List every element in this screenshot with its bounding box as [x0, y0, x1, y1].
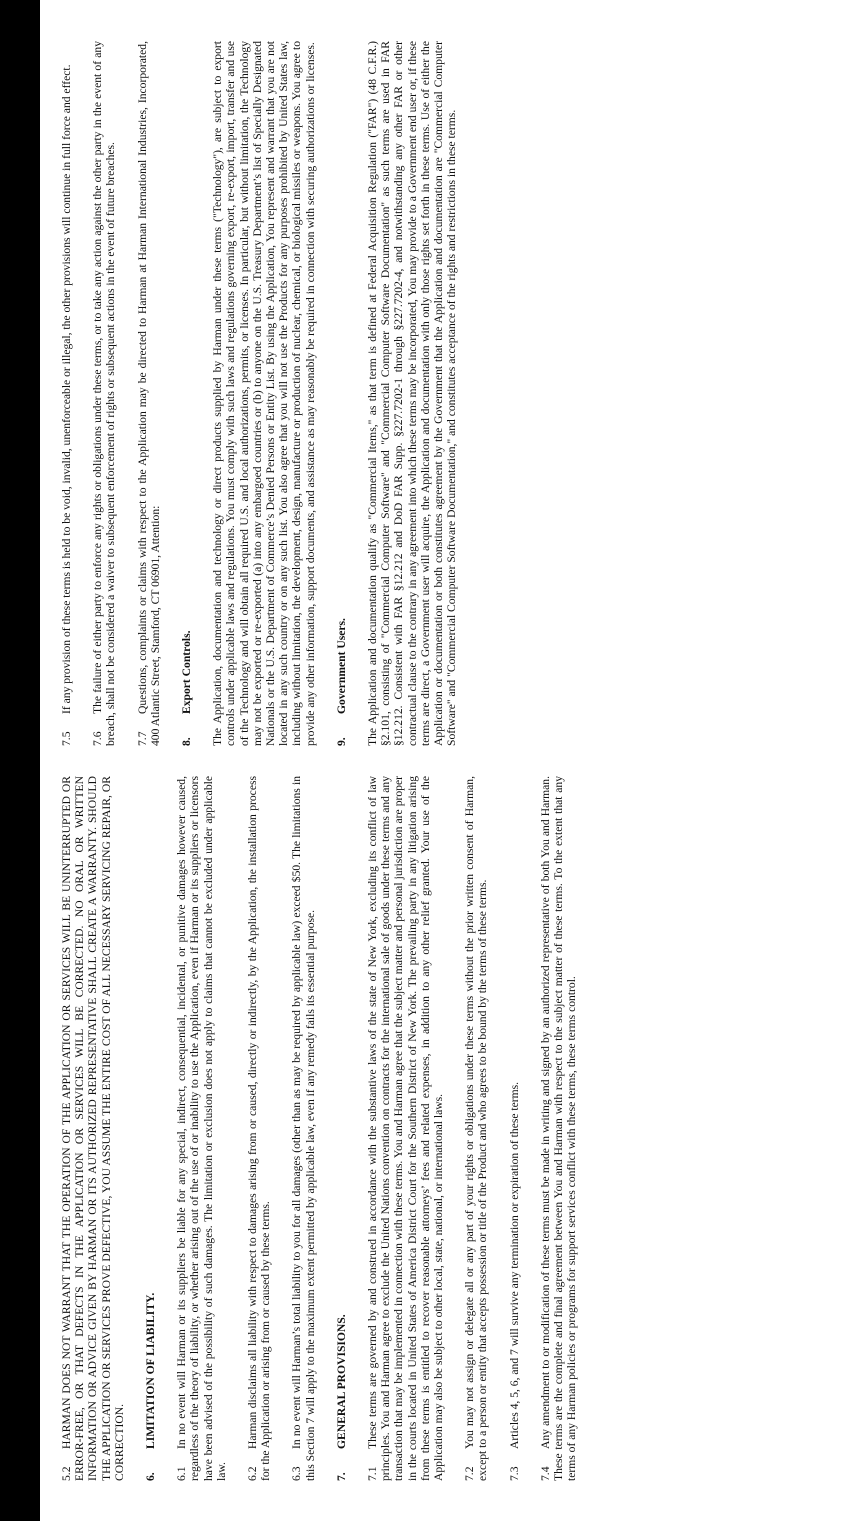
right-column [60, 41, 476, 746]
section-number: 6. [144, 1472, 158, 1481]
left-column [60, 776, 596, 1481]
section-number: 7.7 [135, 731, 149, 746]
section-number: 5.2 [60, 1466, 73, 1481]
section-9-body [366, 41, 458, 746]
section-number: 7.4 [538, 1466, 552, 1481]
section-6-1 [175, 776, 228, 1481]
section-text: HARMAN DOES NOT WARRANT THAT THE OPERATION OF THE APPLICATION OR SERVICES WILL BE UNINTERRUPTED OR ERROR-FREE, OR THAT DEFECTS IN THE APPLICATION OR SERVICES WILL BE CORRECTED. NO ORAL OR WRITTEN INFORMATION OR ADVICE GIVEN BY HARMAN OR ITS AUTHORIZED REPRESENTATIVE SHALL CREATE A WARRANTY. SHOULD THE APPLICATION OR SERVICES PROVE DEFECTIVE, YOU ASSUME THE ENTIRE COST OF ALL NECESSARY SERVICING REPAIR, OR CORRECTION. [60, 776, 126, 1481]
section-5-2 [60, 776, 126, 1481]
section-7-1 [366, 776, 445, 1481]
section-text: You may not assign or delegate all or any part of your rights or obligations under these terms without the prior written consent of Harman, except to a person or entity that accepts possession or title of the Product and who agrees to be bound by the terms of these terms. [463, 776, 490, 1481]
section-7-heading [335, 776, 348, 1481]
section-7-7 [136, 41, 162, 746]
section-number: 7.2 [463, 1466, 477, 1481]
section-title: LIMITATION OF LIABILITY. [144, 1292, 158, 1449]
section-text: Articles 4, 5, 6, and 7 will survive any termination or expiration of these terms. [507, 1081, 521, 1449]
section-6-3 [290, 776, 316, 1481]
section-9-heading [335, 41, 348, 746]
section-number: 7.1 [366, 1466, 380, 1481]
section-text: In no event will Harman’s total liability to you for all damages (other than as may be required by applicable law) exceed $50. The limitations in this Section 7 will apply to the maximum extent permitted by applicable law, even if any remedy fails its essential purpose. [290, 776, 317, 1481]
section-8-body [211, 41, 317, 746]
section-text: Harman disclaims all liability with respect to damages arising from or caused, directly or indirectly, by the Application, the installation process for the Application or arising from or caused by these terms. [246, 776, 273, 1481]
section-text: If any provision of these terms is held to be void, invalid, unenforceable or illegal, the other provisions will continue in full force and effect. [60, 64, 73, 714]
section-text: The failure of either party to enforce any rights or obligations under these terms, or to take any action against the other party in the event of any breach, shall not be considered a waiver to subsequent enforcement of rights or subsequent actions in the event of future breaches. [91, 41, 118, 746]
rotated-content [40, 0, 860, 1521]
section-number: 8. [180, 737, 194, 746]
section-title: Government Users. [334, 618, 348, 714]
section-number: 7.6 [91, 731, 105, 746]
section-number: 7.3 [507, 1466, 521, 1481]
section-text: Any amendment to or modification of these terms must be made in writing and signed by an authorized representative of both You and Harman. These terms are the complete and final agreement between You and Harman with respect to the subject matter of these terms. To the extent that any terms of any Harman policies or programs for support services conflict with these terms, these terms control. [538, 776, 579, 1481]
section-text: The Application, documentation and technology or direct products supplied by Harman under these terms ("Technology"), are subject to export controls under applicable laws and regulations. You must comply with such laws and regulations governing export, re-export, import, transfer and use of the Technology and will obtain all required U.S. and local authorizations, permits, or licenses. In particular, but without limitation, the Technology may not be exported or re-exported (a) into any embargoed countries or (b) to anyone on the U.S. Treasury Department’s list of Specially Designated Nationals or the U.S. Department of Commerce’s Denied Persons or Entity List. By using the Application, You represent and warrant that you are not located in any such country or on any such list. You also agree that you will not use the Products for any purposes prohibited by United States law, including without limitation, the development, design, manufacture or production of nuclear, chemical, or biological missiles or weapons. You agree to provide any other information, support documents, and assistance as may reasonably be required in connection with securing authorizations or licenses. [211, 41, 317, 746]
section-7-3 [508, 776, 521, 1481]
section-text: Questions, complaints or claims with respect to the Application may be directed to Harman at Harman International Industries, Incorporated, 400 Atlantic Street, Stamford, CT 06901, Attention: [135, 41, 162, 746]
section-7-2 [463, 776, 489, 1481]
section-8-heading [180, 41, 193, 746]
section-6-heading [144, 776, 157, 1481]
section-number: 7.5 [60, 731, 73, 746]
section-6-2 [246, 776, 272, 1481]
section-text: The Application and documentation qualify as "Commercial Items," as that term is defined at Federal Acquisition Regulation ("FAR") (48 C.F.R.) §2.101, consisting of "Commercial Computer Software" and "Commercial Computer Software Documentation" as such terms are used in FAR §12.212. Consistent with FAR §12.212 and DoD FAR Supp. §227.7202-1 through §227.7202-4, and notwithstanding any other FAR or other contractual clause to the contrary in any agreement into which these terms may be incorporated, You may provide to a Government end user or, if these terms are direct, a Government user will acquire, the Application and documentation with only those rights set forth in these terms. Use of either the Application or documentation or both constitutes agreement by the Government that the Application and documentation are "Commercial Computer Software" and "Commercial Computer Software Documentation," and constitutes acceptance of the rights and restrictions in these terms. [366, 41, 459, 746]
section-7-5 [60, 41, 73, 746]
document-page [40, 0, 860, 1521]
section-title: Export Controls. [180, 630, 194, 714]
section-number: 7. [334, 1472, 348, 1481]
section-number: 6.3 [290, 1466, 304, 1481]
section-text: In no event will Harman or its suppliers be liable for any special, indirect, consequential, incidental, or punitive damages however caused, regardless of the theory of liability, or whether arising out of the use of or inability to use the Application, even if Harman or its suppliers or licensors have been advised of the possibility of such damages. The limitation or exclusion does not apply to claims that cannot be excluded under applicable law. [175, 776, 228, 1481]
section-7-6 [91, 41, 117, 746]
section-title: GENERAL PROVISIONS. [334, 1314, 348, 1449]
section-number: 6.1 [175, 1466, 189, 1481]
section-number: 6.2 [246, 1466, 260, 1481]
section-7-4 [539, 776, 579, 1481]
section-text: These terms are governed by and construed in accordance with the substantive laws of the state of New York, excluding its conflict of law principles. You and Harman agree to exclude the United Nations convention on contracts for the international sale of goods under these terms and any transaction that may be implemented in connection with these terms. You and Harman agree that the subject matter and personal jurisdiction are proper in the courts located in United States of America District Court for the Southern District of New York. The prevailing party in any litigation arising from these terms is entitled to recover reasonable attorneys’ fees and related expenses, in addition to any other relief granted. Your use of the Application may also be subject to other local, state, national, or international laws. [366, 776, 446, 1481]
section-number: 9. [334, 737, 348, 746]
